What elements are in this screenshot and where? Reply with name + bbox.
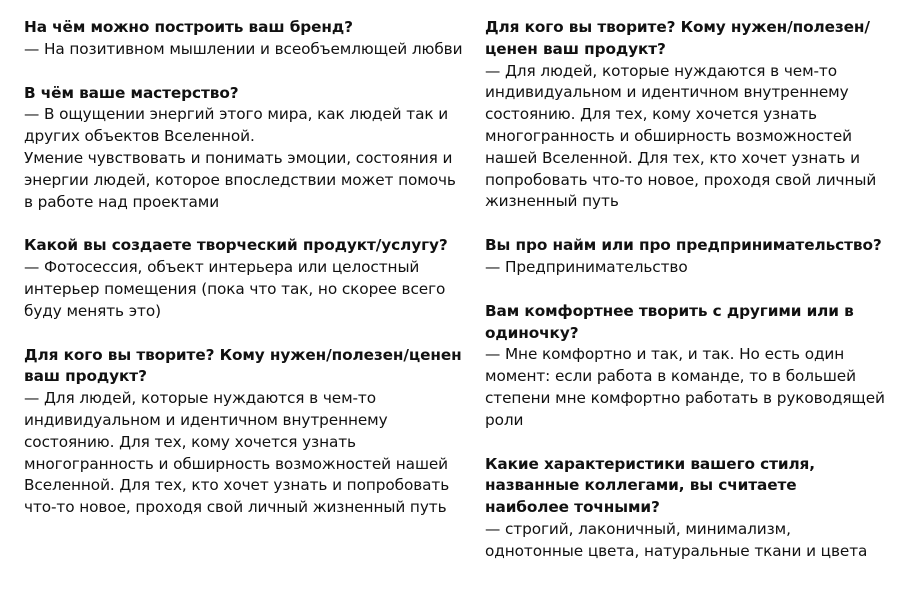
answer-text — [24, 104, 464, 213]
answer-text — [485, 61, 885, 214]
answer-paragraph: — Для людей, которые нуждаются в чем-то индивидуальном и идентичном внутреннему состоянию. Для тех, кому хочется узнать многогранность и обширность возможностей нашей Вселенной. Для тех, кто хочет узнать и попробовать что-то новое, проходя свой личный жизненный путь — [485, 61, 877, 211]
question-heading: Для кого вы творите? Кому нужен/полезен/ценен ваш продукт? — [24, 345, 462, 386]
answer-paragraph: — На позитивном мышлении и всеобъемлющей любви — [24, 39, 463, 58]
question-heading: Вам комфортнее творить с другими или в одиночку? — [485, 301, 854, 342]
question-heading: Какой вы создаете творческий продукт/услугу? — [24, 236, 448, 255]
answer-text — [24, 388, 464, 519]
qa-block-product — [24, 235, 464, 322]
qa-block-audience — [24, 345, 464, 519]
answer-text — [24, 257, 464, 322]
answer-text — [485, 344, 885, 431]
qa-block-style — [485, 454, 885, 563]
answer-text — [24, 39, 464, 61]
answer-paragraph: — В ощущении энергий этого мира, как людей так и других объектов Вселенной. — [24, 105, 449, 146]
qa-block-employment — [485, 235, 885, 279]
right-column — [485, 17, 885, 585]
answer-paragraph: — Фотосессия, объект интерьера или целостный интерьер помещения (пока что так, но скорее всего буду менять это) — [24, 258, 446, 320]
qa-block-mastery — [24, 83, 464, 214]
qa-block-audience — [485, 17, 885, 213]
qa-block-teamwork — [485, 301, 885, 432]
answer-text — [485, 257, 885, 279]
answer-paragraph: — строгий, лаконичный, минимализм, однотонные цвета, натуральные ткани и цвета — [485, 519, 868, 560]
question-heading: На чём можно построить ваш бренд? — [24, 18, 353, 36]
question-heading: Какие характеристики вашего стиля, названные коллегами, вы считаете наиболее точными? — [485, 454, 815, 517]
question-heading: В чём ваше мастерство? — [24, 83, 239, 102]
qa-block-brand — [24, 17, 464, 61]
left-column — [24, 17, 464, 541]
answer-paragraph: — Мне комфортно и так, и так. Но есть один момент: если работа в команде, то в большей степени мне комфортно работать в руководящей роли — [485, 345, 885, 429]
question-heading: Для кого вы творите? Кому нужен/полезен/ценен ваш продукт? — [485, 18, 870, 58]
answer-paragraph: — Предпринимательство — [485, 257, 688, 276]
answer-paragraph: Умение чувствовать и понимать эмоции, состояния и энергии людей, которое впоследствии может помочь в работе над проектами — [24, 148, 456, 211]
answer-text — [485, 519, 885, 563]
question-heading: Вы про найм или про предпринимательство? — [485, 236, 882, 255]
answer-paragraph: — Для людей, которые нуждаются в чем-то индивидуальном и идентичном внутреннему состоянию. Для тех, кому хочется узнать многогранность и обширность возможностей нашей Вселенной. Для тех, кто хочет узнать и попробовать что-то новое, проходя свой личный жизненный путь — [24, 389, 450, 517]
